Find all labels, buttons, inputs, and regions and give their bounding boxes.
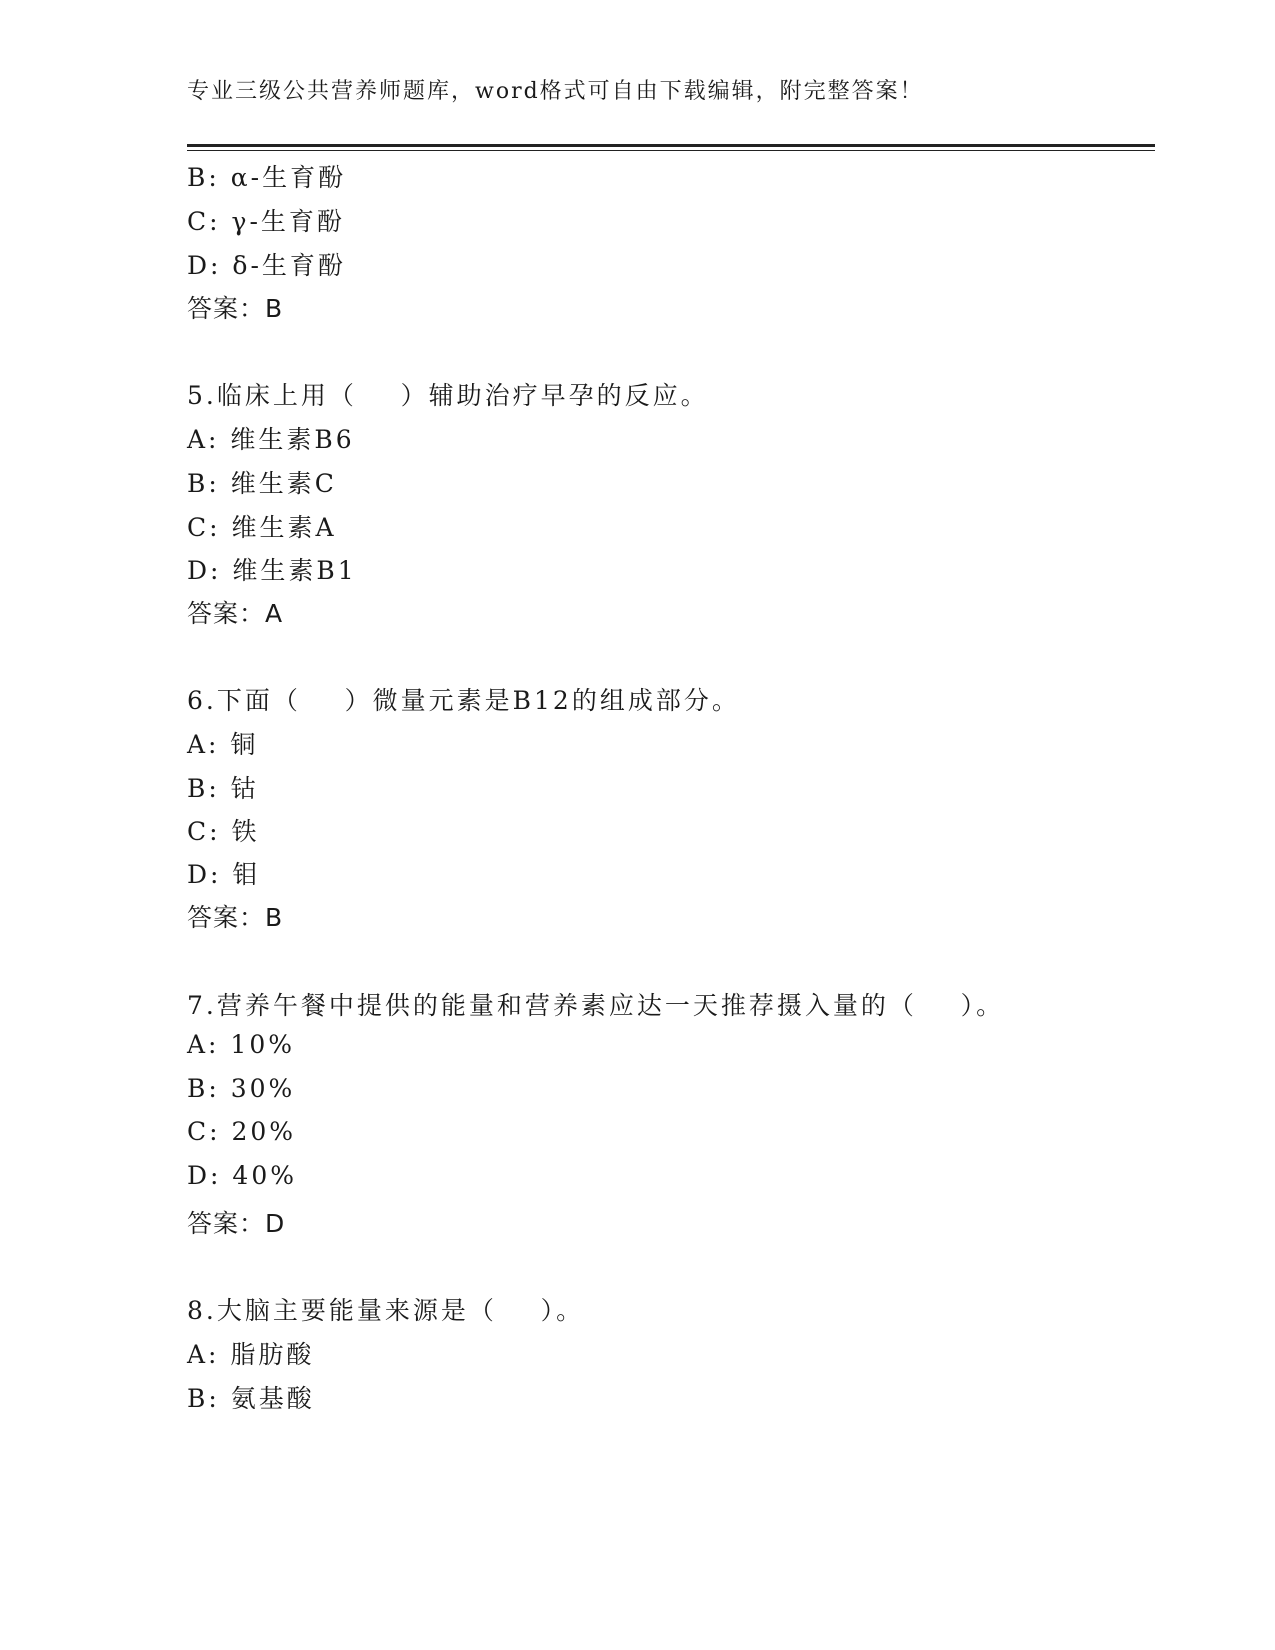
answer-line: 答案：D (187, 1209, 286, 1238)
option-line: D: δ-生育酚 (187, 251, 346, 280)
option-line: B: 30% (187, 1074, 296, 1103)
header-rule-thin (187, 150, 1155, 151)
question-stem: 5.临床上用（ ）辅助治疗早孕的反应。 (187, 381, 709, 410)
option-line: A: 铜 (187, 730, 259, 759)
option-line: C: 20% (187, 1117, 297, 1146)
option-line: B: 维生素C (187, 469, 337, 498)
option-line: A: 10% (187, 1030, 295, 1059)
option-line: C: 铁 (187, 817, 260, 846)
answer-line: 答案：B (187, 294, 284, 323)
option-line: B: 钴 (187, 774, 259, 803)
option-line: A: 脂肪酸 (187, 1340, 315, 1369)
question-stem: 6.下面（ ）微量元素是B12的组成部分。 (187, 686, 740, 715)
question-stem: 8.大脑主要能量来源是（ ）。 (187, 1296, 585, 1325)
option-line: D: 40% (187, 1161, 297, 1190)
option-line: D: 钼 (187, 860, 261, 889)
option-line: C: 维生素A (187, 513, 337, 542)
answer-line: 答案：A (187, 599, 284, 628)
option-line: A: 维生素B6 (187, 425, 355, 454)
option-line: C: γ-生育酚 (187, 207, 345, 236)
option-line: D: 维生素B1 (187, 556, 357, 585)
answer-line: 答案：B (187, 903, 284, 932)
option-line: B: 氨基酸 (187, 1384, 315, 1413)
option-line: B: α-生育酚 (187, 163, 347, 192)
header-rule-thick (187, 144, 1155, 147)
question-stem: 7.营养午餐中提供的能量和营养素应达一天推荐摄入量的（ ）。 (187, 991, 1005, 1020)
page-header: 专业三级公共营养师题库，word格式可自由下载编辑，附完整答案！ (187, 79, 924, 104)
